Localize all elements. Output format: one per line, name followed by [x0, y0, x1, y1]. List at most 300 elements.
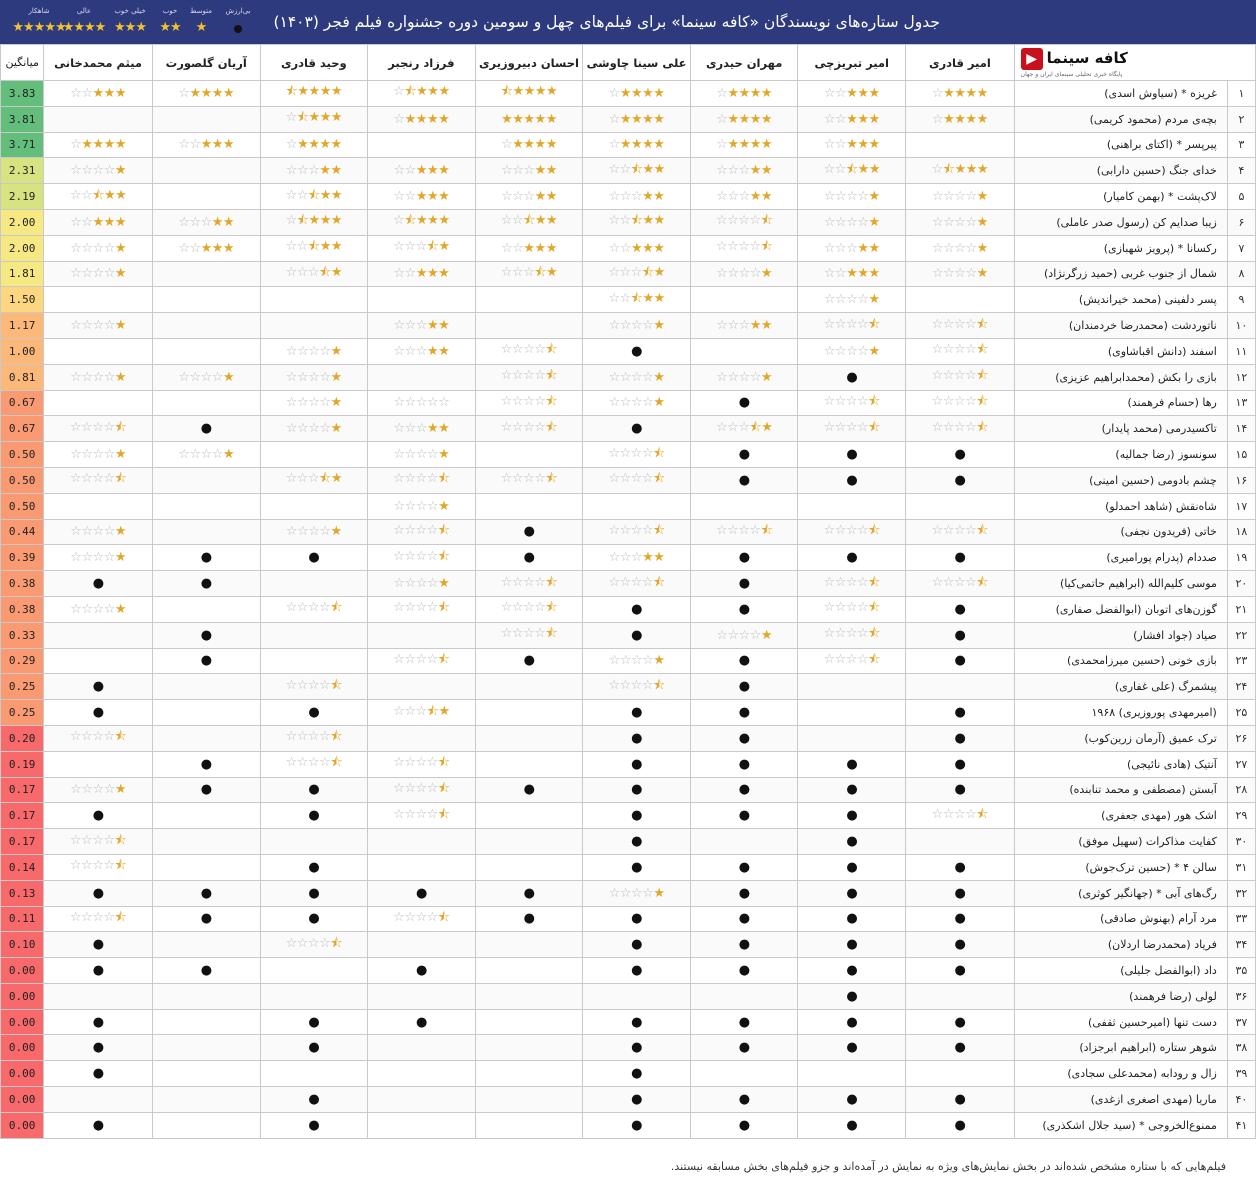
row-number: ۲۰	[1227, 571, 1255, 597]
row-number: ۳۵	[1227, 958, 1255, 984]
rating-cell	[368, 364, 476, 390]
rating-cell: ●	[690, 571, 798, 597]
rating-cell: ★★★☆☆	[368, 261, 476, 287]
film-title: گوزن‌های اتوبان (ابوالفضل صفاری)	[1014, 596, 1227, 622]
rating-cell	[906, 132, 1015, 158]
film-title: شمال از جنوب غربی (حمید زرگرنژاد)	[1014, 261, 1227, 287]
rating-cell: ●	[906, 700, 1015, 726]
rating-cell	[260, 648, 368, 674]
row-number: ۲۷	[1227, 751, 1255, 777]
average-score: 0.13	[1, 880, 44, 906]
film-title: صیاد (جواد افشار)	[1014, 622, 1227, 648]
rating-cell	[368, 829, 476, 855]
rating-cell: ●	[906, 751, 1015, 777]
rating-cell: ●	[44, 1035, 153, 1061]
rating-cell: ★★★★☆	[583, 81, 691, 107]
film-title: آنتیک (هادی نائیجی)	[1014, 751, 1227, 777]
rating-cell: ●	[690, 390, 798, 416]
rating-cell: ⯪☆☆☆☆	[368, 519, 476, 545]
rating-cell: ★★☆☆☆	[260, 158, 368, 184]
rating-cell: ★☆☆☆☆	[906, 184, 1015, 210]
film-title: اسفند (دانش اقباشاوی)	[1014, 338, 1227, 364]
rating-cell: ⯪☆☆☆☆	[906, 803, 1015, 829]
rating-cell: ●	[152, 545, 260, 571]
rating-cell: ⯪☆☆☆☆	[475, 596, 583, 622]
rating-cell	[798, 674, 906, 700]
rating-cell: ●	[798, 880, 906, 906]
rating-cell: ★★★★☆	[906, 81, 1015, 107]
rating-cell: ★☆☆☆☆	[798, 184, 906, 210]
rating-cell	[44, 287, 153, 313]
rating-cell: ★☆☆☆☆	[260, 416, 368, 442]
table-row	[1, 209, 1256, 235]
average-score: 2.31	[1, 158, 44, 184]
rating-cell: ●	[798, 1087, 906, 1113]
rating-cell	[44, 106, 153, 132]
row-number: ۲۴	[1227, 674, 1255, 700]
rating-cell: ★☆☆☆☆	[583, 390, 691, 416]
rating-cell: ⯪☆☆☆☆	[368, 545, 476, 571]
rating-cell	[368, 287, 476, 313]
rating-cell: ●	[44, 674, 153, 700]
table-row	[1, 1061, 1256, 1087]
rating-cell	[475, 958, 583, 984]
film-title: تاکسیدرمی (محمد پایدار)	[1014, 416, 1227, 442]
table-row	[1, 390, 1256, 416]
average-score: 0.25	[1, 700, 44, 726]
film-title: مرد آرام (بهنوش صادقی)	[1014, 906, 1227, 932]
rating-cell	[475, 932, 583, 958]
rating-cell: ⯪☆☆☆☆	[44, 829, 153, 855]
table-row	[1, 983, 1256, 1009]
film-title: ترک عمیق (آرمان زرین‌کوب)	[1014, 725, 1227, 751]
rating-cell: ★★★☆☆	[583, 235, 691, 261]
row-number: ۴۰	[1227, 1087, 1255, 1113]
rating-cell: ⯪☆☆☆☆	[798, 416, 906, 442]
rating-cell	[44, 338, 153, 364]
average-score: 0.67	[1, 416, 44, 442]
film-title: ماریا (مهدی اصغری ازغدی)	[1014, 1087, 1227, 1113]
table-row	[1, 829, 1256, 855]
rating-cell: ★☆☆☆☆	[44, 545, 153, 571]
rating-cell: ★☆☆☆☆	[583, 880, 691, 906]
rating-cell: ●	[906, 880, 1015, 906]
rating-cell: ⯪☆☆☆☆	[583, 467, 691, 493]
rating-cell: ●	[906, 596, 1015, 622]
rating-cell	[475, 1061, 583, 1087]
rating-cell	[44, 622, 153, 648]
film-title: خدای جنگ (حسین دارابی)	[1014, 158, 1227, 184]
rating-cell: ●	[583, 854, 691, 880]
rating-cell: ★☆☆☆☆	[798, 209, 906, 235]
rating-cell	[906, 493, 1015, 519]
rating-cell	[475, 442, 583, 468]
average-score: 0.00	[1, 983, 44, 1009]
rating-cell: ★★★⯪☆	[260, 106, 368, 132]
rating-cell: ★⯪☆☆☆	[368, 700, 476, 726]
row-number: ۱	[1227, 81, 1255, 107]
rating-cell: ●	[906, 932, 1015, 958]
film-title: آبستن (مصطفی و محمد تنابنده)	[1014, 777, 1227, 803]
average-score: 0.38	[1, 596, 44, 622]
rating-cell: ●	[798, 803, 906, 829]
rating-cell: ★★★☆☆	[368, 158, 476, 184]
film-title: لاک‌پشت * (بهمن کامیار)	[1014, 184, 1227, 210]
rating-cell: ●	[152, 906, 260, 932]
rating-cell: ☆☆☆☆☆	[368, 390, 476, 416]
logo[interactable]	[1021, 48, 1128, 78]
rating-cell: ●	[690, 1009, 798, 1035]
rating-cell	[152, 700, 260, 726]
rating-cell: ★★⯪☆☆	[583, 287, 691, 313]
row-number: ۱۸	[1227, 519, 1255, 545]
average-score: 0.00	[1, 958, 44, 984]
rating-cell	[906, 287, 1015, 313]
average-score: 0.00	[1, 1009, 44, 1035]
average-score: 0.50	[1, 493, 44, 519]
row-number: ۲	[1227, 106, 1255, 132]
table-row	[1, 648, 1256, 674]
legend-item	[188, 4, 214, 42]
rating-cell: ⯪☆☆☆☆	[368, 803, 476, 829]
rating-cell	[475, 493, 583, 519]
rating-cell: ●	[583, 1061, 691, 1087]
rating-cell: ●	[798, 442, 906, 468]
row-number: ۳۴	[1227, 932, 1255, 958]
rating-cell: ●	[690, 932, 798, 958]
row-number: ۴	[1227, 158, 1255, 184]
critic-column-header: امیر تبریزچی	[798, 45, 906, 81]
rating-cell: ★☆☆☆☆	[583, 648, 691, 674]
rating-cell: ★★★★☆	[583, 132, 691, 158]
rating-cell	[152, 725, 260, 751]
rating-cell: ★☆☆☆☆	[260, 390, 368, 416]
rating-cell: ★☆☆☆☆	[368, 442, 476, 468]
rating-cell: ⯪☆☆☆☆	[798, 519, 906, 545]
table-row	[1, 571, 1256, 597]
table-row	[1, 958, 1256, 984]
rating-cell	[475, 1009, 583, 1035]
legend-item	[108, 4, 152, 42]
rating-cell: ●	[798, 545, 906, 571]
rating-cell	[152, 1061, 260, 1087]
dot-icon	[234, 25, 242, 33]
rating-cell: ●	[583, 958, 691, 984]
rating-cell: ★★⯪☆☆	[44, 184, 153, 210]
film-title: ممنوع‌الخروجی * (سید جلال اشکذری)	[1014, 1112, 1227, 1138]
rating-cell: ●	[260, 545, 368, 571]
rating-cell: ⯪☆☆☆☆	[798, 622, 906, 648]
rating-cell: ●	[260, 1112, 368, 1138]
rating-cell: ●	[44, 1009, 153, 1035]
table-row	[1, 545, 1256, 571]
rating-cell: ★☆☆☆☆	[583, 313, 691, 339]
film-title: داد (ابوالفضل جلیلی)	[1014, 958, 1227, 984]
average-score: 1.00	[1, 338, 44, 364]
rating-cell: ●	[152, 416, 260, 442]
rating-cell: ⯪☆☆☆☆	[475, 622, 583, 648]
rating-cell: ●	[44, 958, 153, 984]
page-title: جدول ستاره‌های نویسندگان «کافه سینما» برای فیلم‌های چهل و سومین دوره جشنواره فیلم فجر (۱۴۰۳)	[273, 13, 940, 31]
rating-cell	[906, 983, 1015, 1009]
rating-cell: ★★☆☆☆	[152, 209, 260, 235]
rating-cell	[152, 1087, 260, 1113]
rating-cell	[690, 829, 798, 855]
legend-item	[153, 4, 187, 42]
row-number: ۳۸	[1227, 1035, 1255, 1061]
rating-cell	[152, 596, 260, 622]
average-score: 0.10	[1, 932, 44, 958]
rating-cell	[152, 1009, 260, 1035]
rating-cell: ★☆☆☆☆	[44, 777, 153, 803]
rating-cell: ⯪☆☆☆☆	[368, 648, 476, 674]
rating-cell: ★★★☆☆	[44, 209, 153, 235]
header-bar	[0, 0, 1256, 44]
rating-cell: ●	[690, 751, 798, 777]
table-row	[1, 1009, 1256, 1035]
rating-cell	[152, 493, 260, 519]
row-number: ۳۶	[1227, 983, 1255, 1009]
rating-cell: ⯪☆☆☆☆	[368, 751, 476, 777]
rating-cell: ★☆☆☆☆	[368, 493, 476, 519]
table-row	[1, 932, 1256, 958]
rating-cell: ●	[583, 932, 691, 958]
rating-cell	[475, 287, 583, 313]
table-row	[1, 803, 1256, 829]
rating-cell: ●	[798, 777, 906, 803]
rating-cell	[368, 854, 476, 880]
rating-cell	[152, 184, 260, 210]
rating-cell: ★★★★☆	[260, 132, 368, 158]
average-score: 0.44	[1, 519, 44, 545]
table-header-row	[1, 45, 1256, 81]
rating-cell: ●	[583, 777, 691, 803]
rating-cell: ●	[152, 622, 260, 648]
rating-cell: ●	[906, 1112, 1015, 1138]
rating-cell: ●	[260, 700, 368, 726]
rating-cell: ●	[583, 751, 691, 777]
average-score: 3.81	[1, 106, 44, 132]
rating-cell	[690, 493, 798, 519]
rating-cell: ⯪☆☆☆☆	[798, 313, 906, 339]
legend-label: عالی	[76, 7, 92, 15]
rating-cell: ●	[690, 442, 798, 468]
rating-cell: ★☆☆☆☆	[44, 261, 153, 287]
rating-cell: ⯪☆☆☆☆	[906, 338, 1015, 364]
average-score: 0.19	[1, 751, 44, 777]
average-score: 0.81	[1, 364, 44, 390]
row-number: ۳۳	[1227, 906, 1255, 932]
rating-cell: ★☆☆☆☆	[906, 235, 1015, 261]
rating-cell: ●	[583, 416, 691, 442]
rating-cell: ★★⯪☆☆	[475, 209, 583, 235]
row-number: ۱۳	[1227, 390, 1255, 416]
rating-cell: ★☆☆☆☆	[44, 364, 153, 390]
rating-cell: ●	[690, 777, 798, 803]
film-title: رها (حسام فرهمند)	[1014, 390, 1227, 416]
rating-cell: ★☆☆☆☆	[44, 158, 153, 184]
rating-cell: ●	[798, 958, 906, 984]
film-title: بچه‌ی مردم (محمود کریمی)	[1014, 106, 1227, 132]
row-number: ۴۱	[1227, 1112, 1255, 1138]
table-row	[1, 158, 1256, 184]
row-number: ۲۳	[1227, 648, 1255, 674]
rating-cell: ●	[690, 700, 798, 726]
rating-cell	[152, 803, 260, 829]
rating-cell: ●	[906, 777, 1015, 803]
average-score: 0.38	[1, 571, 44, 597]
rating-cell	[152, 158, 260, 184]
film-title: فریاد (محمدرضا اردلان)	[1014, 932, 1227, 958]
rating-cell: ●	[475, 880, 583, 906]
rating-cell	[152, 467, 260, 493]
rating-cell: ●	[152, 648, 260, 674]
rating-cell	[152, 854, 260, 880]
legend-label: شاهکار	[28, 7, 50, 15]
table-row	[1, 442, 1256, 468]
rating-cell	[368, 1112, 476, 1138]
row-number: ۱۰	[1227, 313, 1255, 339]
rating-cell	[368, 674, 476, 700]
rating-cell: ●	[906, 1009, 1015, 1035]
ratings-table-container	[0, 44, 1256, 1139]
rating-cell: ★★★★☆	[690, 81, 798, 107]
row-number: ۱۵	[1227, 442, 1255, 468]
legend-stars: ★★	[159, 20, 181, 35]
legend-stars: ★★★★	[62, 20, 106, 35]
rating-cell: ★☆☆☆☆	[44, 596, 153, 622]
rating-cell: ⯪☆☆☆☆	[260, 725, 368, 751]
rating-cell: ★★☆☆☆	[475, 184, 583, 210]
legend-stars: ★★★★★	[12, 20, 66, 35]
table-row	[1, 725, 1256, 751]
rating-cell	[260, 287, 368, 313]
rating-cell: ⯪☆☆☆☆	[906, 364, 1015, 390]
rating-cell	[152, 932, 260, 958]
rating-cell: ●	[583, 338, 691, 364]
rating-cell	[368, 1035, 476, 1061]
rating-cell: ★★★☆☆	[798, 261, 906, 287]
rating-cell: ★★⯪☆☆	[583, 209, 691, 235]
table-row	[1, 467, 1256, 493]
rating-cell: ★★★⯪☆	[368, 209, 476, 235]
table-row	[1, 596, 1256, 622]
rating-cell	[368, 983, 476, 1009]
rating-cell: ●	[583, 829, 691, 855]
ratings-table	[0, 44, 1256, 1139]
rating-cell	[368, 932, 476, 958]
rating-cell	[475, 1035, 583, 1061]
rating-cell	[44, 751, 153, 777]
rating-cell	[152, 390, 260, 416]
rating-cell: ●	[260, 880, 368, 906]
rating-cell: ★★★☆☆	[152, 132, 260, 158]
average-score: 0.20	[1, 725, 44, 751]
rating-cell: ★★☆☆☆	[475, 158, 583, 184]
table-row	[1, 519, 1256, 545]
rating-cell	[475, 829, 583, 855]
rating-cell: ★★★☆☆	[798, 106, 906, 132]
average-score: 0.00	[1, 1112, 44, 1138]
rating-cell: ●	[690, 674, 798, 700]
rating-cell: ●	[44, 571, 153, 597]
row-number: ۳۷	[1227, 1009, 1255, 1035]
table-row	[1, 1112, 1256, 1138]
rating-cell: ⯪☆☆☆☆	[260, 596, 368, 622]
rating-cell: ⯪☆☆☆☆	[475, 390, 583, 416]
rating-cell: ●	[475, 777, 583, 803]
rating-cell: ●	[906, 442, 1015, 468]
row-number: ۳	[1227, 132, 1255, 158]
critic-column-header: مهران حیدری	[690, 45, 798, 81]
rating-cell	[475, 803, 583, 829]
rating-cell	[260, 829, 368, 855]
rating-cell: ⯪☆☆☆☆	[690, 519, 798, 545]
average-score: 0.50	[1, 467, 44, 493]
table-row	[1, 416, 1256, 442]
average-score: 0.00	[1, 1087, 44, 1113]
rating-cell: ★★☆☆☆	[798, 235, 906, 261]
rating-cell: ●	[906, 648, 1015, 674]
rating-cell	[260, 958, 368, 984]
rating-cell: ●	[260, 803, 368, 829]
film-title: اشک هور (مهدی جعفری)	[1014, 803, 1227, 829]
rating-cell	[798, 493, 906, 519]
rating-cell: ●	[44, 880, 153, 906]
rating-cell: ●	[44, 803, 153, 829]
rating-cell: ★★★⯪☆	[368, 81, 476, 107]
legend-label: خوب	[162, 7, 178, 15]
rating-cell: ⯪☆☆☆☆	[475, 571, 583, 597]
row-number: ۲۱	[1227, 596, 1255, 622]
rating-cell	[475, 751, 583, 777]
rating-cell: ●	[152, 777, 260, 803]
rating-cell: ★★⯪☆☆	[583, 158, 691, 184]
rating-cell: ●	[368, 958, 476, 984]
rating-cell	[260, 442, 368, 468]
rating-cell: ★☆☆☆☆	[44, 313, 153, 339]
rating-cell: ★★☆☆☆	[368, 416, 476, 442]
rating-cell: ●	[906, 854, 1015, 880]
average-score: 1.50	[1, 287, 44, 313]
table-row	[1, 313, 1256, 339]
average-score: 0.17	[1, 803, 44, 829]
critic-column-header: آریان گلصورت	[152, 45, 260, 81]
rating-cell: ⯪☆☆☆☆	[906, 313, 1015, 339]
rating-cell: ●	[690, 906, 798, 932]
film-title: زیبا صدایم کن (رسول صدر عاملی)	[1014, 209, 1227, 235]
average-score: 0.25	[1, 674, 44, 700]
rating-cell	[690, 983, 798, 1009]
row-number: ۵	[1227, 184, 1255, 210]
table-row	[1, 132, 1256, 158]
critic-column-header: امیر قادری	[906, 45, 1015, 81]
rating-cell: ●	[690, 854, 798, 880]
rating-cell: ★☆☆☆☆	[798, 287, 906, 313]
rating-cell	[906, 829, 1015, 855]
rating-cell: ●	[475, 519, 583, 545]
rating-cell: ●	[583, 803, 691, 829]
rating-cell	[475, 854, 583, 880]
rating-cell	[475, 725, 583, 751]
rating-cell: ●	[44, 700, 153, 726]
average-score: 0.29	[1, 648, 44, 674]
rating-cell: ●	[260, 1035, 368, 1061]
rating-cell	[152, 313, 260, 339]
rating-cell: ★☆☆☆☆	[44, 235, 153, 261]
rating-cell	[44, 390, 153, 416]
rating-cell	[583, 493, 691, 519]
